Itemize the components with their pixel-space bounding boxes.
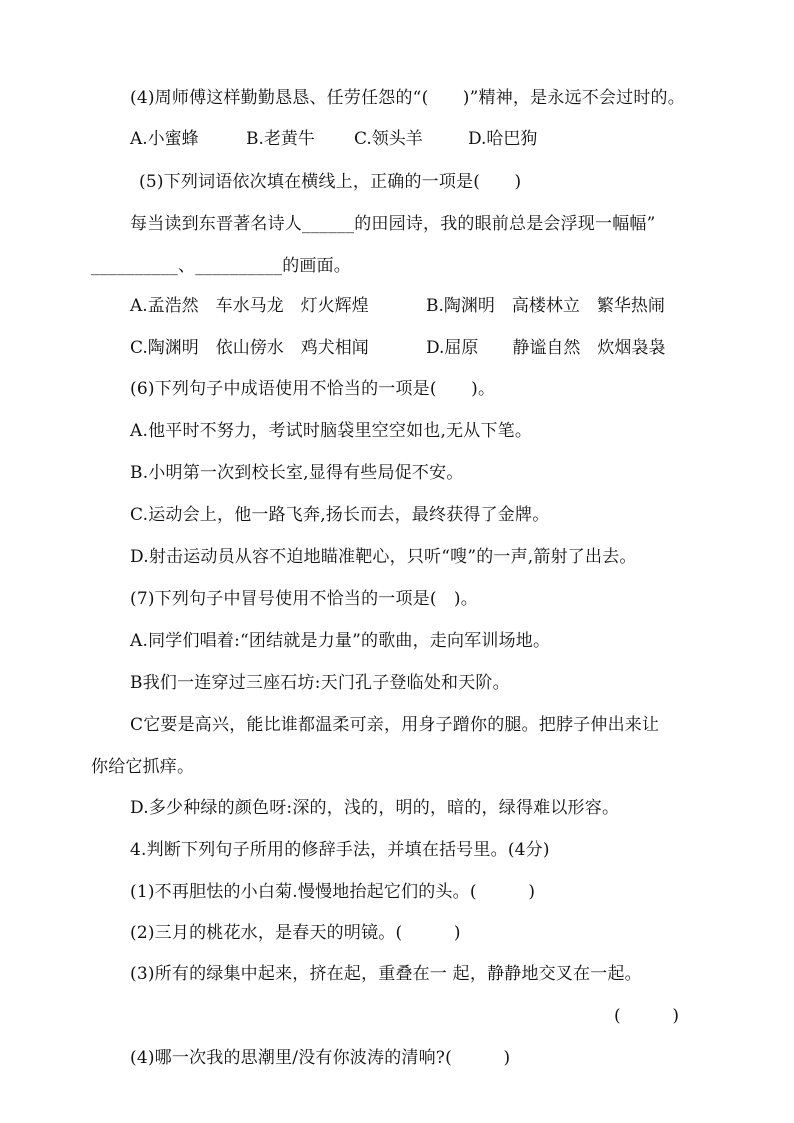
q5-option-b: B.陶渊明 高楼林立 繁华热闹 <box>426 296 665 316</box>
q4-option-a: A.小蜜蜂 <box>130 129 199 149</box>
q5-option-c: C.陶渊明 依山傍水 鸡犬相闻 <box>130 338 369 358</box>
question-4-options <box>130 127 690 151</box>
section-4-item-3-answer-blank: ( ) <box>614 1006 680 1026</box>
q6-option-a: A.他平时不努力，考试时脑袋里空空如也,无从下笔。 <box>130 421 533 441</box>
question-5-options-row1 <box>130 294 730 318</box>
q7-option-a: A.同学们唱着:“团结就是力量”的歌曲，走向军训场地。 <box>130 631 551 651</box>
q7-option-c-line2: 你给它抓痒。 <box>91 757 195 777</box>
q5-option-a: A.孟浩然 车水马龙 灯火辉煌 <box>130 296 369 316</box>
section-4-item-3: (3)所有的绿集中起来，挤在起，重叠在一 起，静静地交叉在一起。 <box>130 964 642 984</box>
q4-option-b: B.老黄牛 <box>246 129 315 149</box>
question-5-text-line1: 每当读到东晋著名诗人______的田园诗，我的眼前总是会浮现一幅幅” <box>130 214 656 234</box>
question-7: (7)下列句子中冒号使用不恰当的一项是( )。 <box>130 589 478 609</box>
q6-option-d: D.射击运动员从容不迫地瞄准靶心，只听“嗖”的一声,箭射了出去。 <box>130 547 637 567</box>
q7-option-c-line1: C它要是高兴，能比谁都温柔可亲，用身子蹭你的腿。把脖子伸出来让 <box>130 715 660 735</box>
section-4-item-2: (2)三月的桃花水，是春天的明镜。( ) <box>130 923 461 943</box>
section-4-heading: 4.判断下列句子所用的修辞手法，并填在括号里。(4分) <box>130 840 550 860</box>
q7-option-b: B我们一连穿过三座石坊:天门孔子登临处和天阶。 <box>130 673 510 693</box>
question-4: (4)周师傅这样勤勤恳恳、任劳任怨的“( )”精神，是永远不会过时的。 <box>130 88 685 108</box>
q7-option-d: D.多少种绿的颜色呀:深的，浅的，明的，暗的，绿得难以形容。 <box>130 798 620 818</box>
section-4-item-1: (1)不再胆怯的小白菊.慢慢地抬起它们的头。( ) <box>130 882 536 902</box>
question-5-options-row2 <box>130 336 730 360</box>
q6-option-b: B.小明第一次到校长室,显得有些局促不安。 <box>130 463 464 483</box>
q5-option-d: D.屈原 静谧自然 炊烟袅袅 <box>426 338 666 358</box>
question-5-text-line2: __________、__________的画面。 <box>91 256 351 276</box>
q6-option-c: C.运动会上，他一路飞奔,扬长而去，最终获得了金牌。 <box>130 505 550 525</box>
q4-option-c: C.领头羊 <box>354 129 423 149</box>
question-6: (6)下列句子中成语使用不恰当的一项是( )。 <box>130 379 496 399</box>
question-5: (5)下列词语依次填在横线上，正确的一项是( ) <box>139 172 522 192</box>
section-4-item-4: (4)哪一次我的思潮里/没有你波涛的清响?( ) <box>130 1048 511 1068</box>
q4-option-d: D.哈巴狗 <box>468 129 538 149</box>
